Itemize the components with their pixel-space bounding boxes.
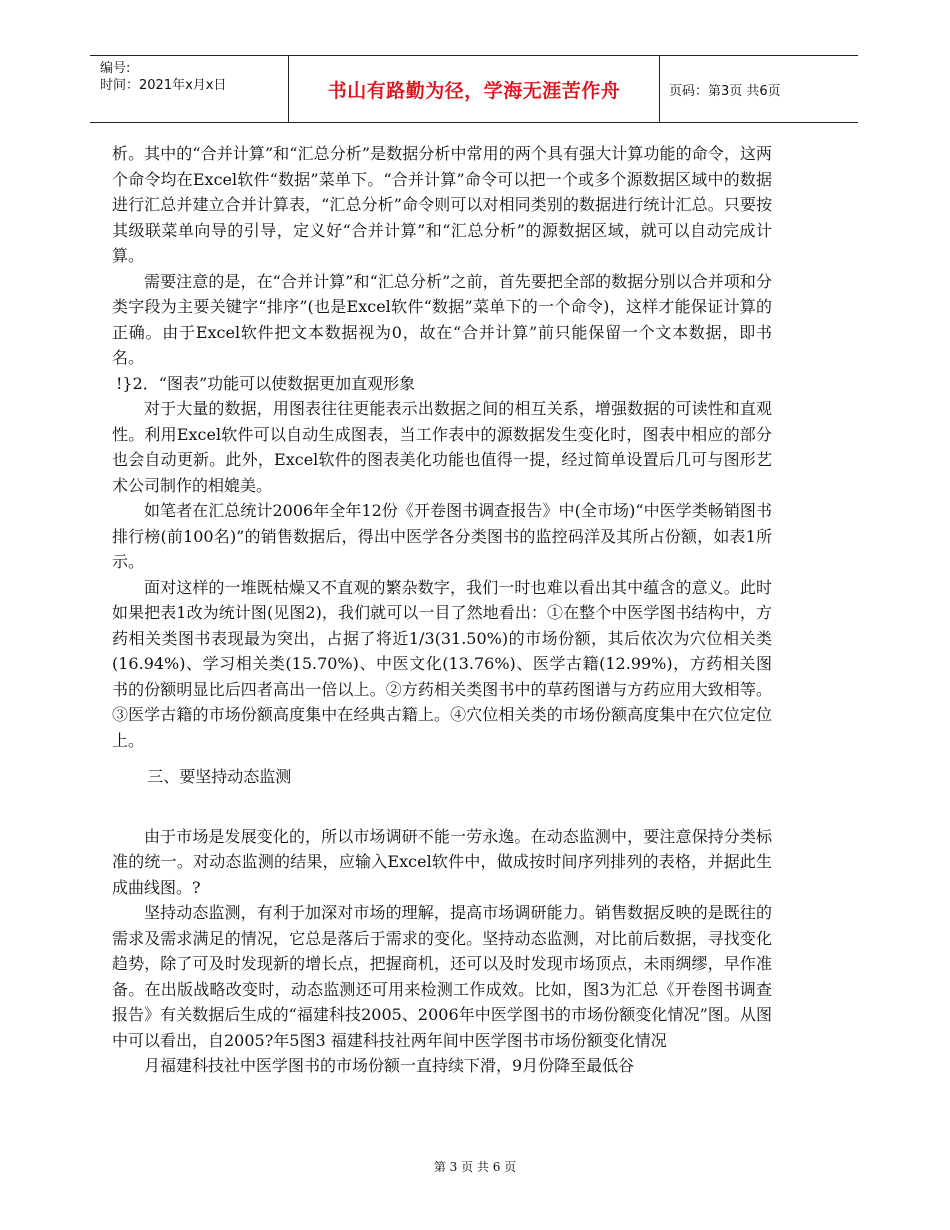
page-footer: 第 3 页 共 6 页 [433,1160,517,1174]
paragraph-3: 对于大量的数据，用图表往往更能表示出数据之间的相互关系，增强数据的可读性和直观性。利用Excel软件可以自动生成图表，当工作表中的源数据发生变化时，图表中相应的部分也会自动更新。此外，Excel软件的图表美化功能也值得一提，经过简单设置后几可与图形艺术公司制作的相媲美。 [112,399,772,495]
paragraph-1: 析。其中的“合并计算”和“汇总分析”是数据分析中常用的两个具有强大计算功能的命令，这两个命令均在Excel软件“数据”菜单下。“合并计算”命令可以把一个或多个源数据区域中的数据进行汇总并建立合并计算表，“汇总分析”命令则可以对相同类别的数据进行统计汇总。只要按其级联菜单向导的引导，定义好“合并计算”和“汇总分析”的源数据区域，就可以自动完成计算。 [112,144,772,265]
paragraph-8: 月福建科技社中医学图书的市场份额一直持续下滑，9月份降至最低谷 [144,1056,635,1075]
doc-number-label: 编号: [100,61,131,76]
page-header [90,55,858,123]
paragraph-4: 如笔者在汇总统计2006年全年12份《开卷图书调查报告》中(全市场)“中医学类畅销图书排行榜(前100名)”的销售数据后，得出中医学各分类图书的监控码洋及其所占份额，如表1所示。 [112,501,772,571]
paragraph-6: 由于市场是发展变化的，所以市场调研不能一劳永逸。在动态监测中，要注意保持分类标准的统一。对动态监测的结果，应输入Excel软件中，做成按时间序列排列的表格，并据此生成曲线图。? [112,826,772,897]
paragraph-5: 面对这样的一堆既枯燥又不直观的繁杂数字，我们一时也难以看出其中蕴含的意义。此时如果把表1改为统计图(见图2)，我们就可以一目了然地看出：①在整个中医学图书结构中，方药相关类图书表现最为突出，占据了将近1/3(31.50%)的市场份额，其后依次为穴位相关类(16.94%)、学习相关类(15.70%)、中医文化(13.76%)、医学古籍(12.99%)，方药相关图书的份额明显比后四者高出一倍以上。②方药相关类图书中的草药图谱与方药应用大致相等。③医学古籍的市场份额高度集中在经典古籍上。④穴位相关类的市场份额高度集中在穴位定位上。 [112,577,772,750]
header-motto-cell [288,56,660,122]
date-label: 时间：2021年x月x日 [100,78,227,93]
paragraph-2: 需要注意的是，在“合并计算”和“汇总分析”之前，首先要把全部的数据分别以合并项和分类字段为主要关键字“排序”(也是Excel软件“数据”菜单下的一个命令)，这样才能保证计算的正确。由于Excel软件把文本数据视为0，故在“合并计算”前只能保留一个文本数据，即书名。 [112,271,772,367]
header-meta [90,56,288,122]
motto: 书山有路勤为径，学海无涯苦作舟 [327,79,621,102]
subheading-chart-function: !}2．“图表”功能可以使数据更加直观形象 [116,373,416,393]
paragraph-7: 坚持动态监测，有利于加深对市场的理解，提高市场调研能力。销售数据反映的是既往的需求及需求满足的情况，它总是落后于需求的变化。坚持动态监测，对比前后数据，寻找变化趋势，除了可及时发现新的增长点，把握商机，还可以及时发现市场顶点，未雨绸缪，早作准备。在出版战略改变时，动态监测还可用来检测工作成效。比如，图3为汇总《开卷图书调查报告》有关数据后生成的“福建科技2005、2006年中医学图书的市场份额变化情况”图。从图中可以看出，自2005?年5图3 福建科技社两年间中医学图书市场份额变化情况 [112,903,772,1050]
page-indicator: 页码：第3页 共6页 [669,83,781,99]
section-heading: 三、要坚持动态监测 [147,767,292,786]
document-body [112,141,772,1079]
